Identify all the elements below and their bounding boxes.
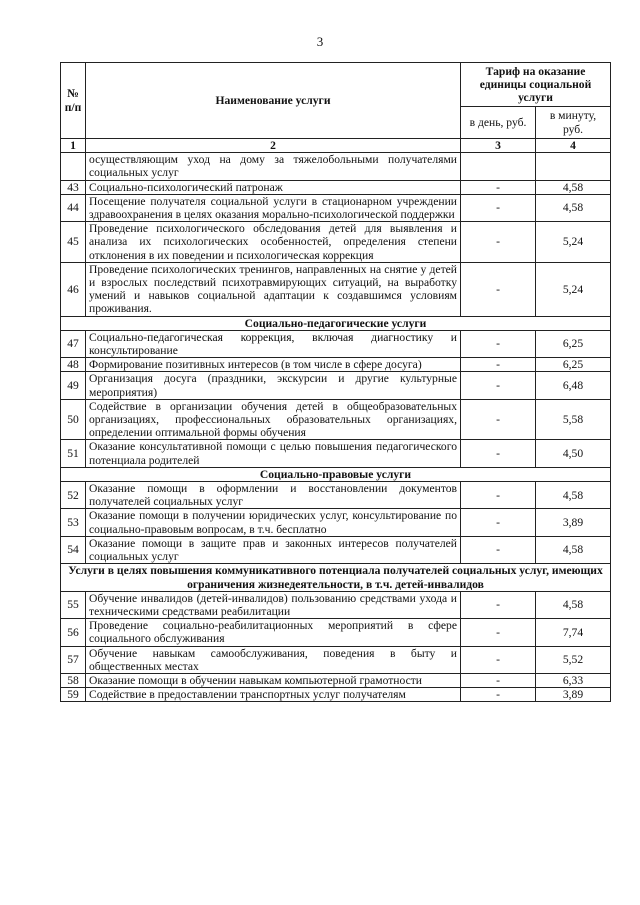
row-number: 46 [61, 262, 86, 316]
tariff-per-day [461, 153, 536, 180]
row-number: 59 [61, 688, 86, 702]
service-name: Оказание помощи в обучении навыкам компьютерной грамотности [86, 673, 461, 687]
tariff-per-minute: 4,58 [536, 194, 611, 221]
header-col4: 4 [536, 139, 611, 153]
tariff-per-minute: 4,58 [536, 482, 611, 509]
service-name: Проведение социально-реабилитационных мероприятий в сфере социального обслуживания [86, 619, 461, 646]
tariff-per-minute [536, 153, 611, 180]
table-row [61, 591, 611, 618]
header-tariff: Тариф на оказание единицы социальной услуги [461, 63, 611, 107]
tariff-per-day: - [461, 646, 536, 673]
header-col1: 1 [61, 139, 86, 153]
row-number: 56 [61, 619, 86, 646]
table-row [61, 153, 611, 180]
section-row [61, 467, 611, 481]
row-number: 55 [61, 591, 86, 618]
table-row [61, 688, 611, 702]
tariff-per-minute: 7,74 [536, 619, 611, 646]
tariff-per-minute: 4,58 [536, 536, 611, 563]
row-number: 44 [61, 194, 86, 221]
row-number: 43 [61, 180, 86, 194]
row-number: 51 [61, 440, 86, 467]
table-row [61, 330, 611, 357]
table-row [61, 509, 611, 536]
tariff-per-day: - [461, 358, 536, 372]
tariff-per-minute: 5,52 [536, 646, 611, 673]
header-per-day: в день, руб. [461, 107, 536, 139]
table-row [61, 673, 611, 687]
service-name: Организация досуга (праздники, экскурсии и другие культурные мероприятия) [86, 372, 461, 399]
table-row [61, 180, 611, 194]
row-number: 48 [61, 358, 86, 372]
table-row [61, 358, 611, 372]
header-num: № п/п [61, 63, 86, 139]
section-title: Социально-педагогические услуги [61, 316, 611, 330]
service-name: Проведение психологических тренингов, направленных на снятие у детей и взрослых последствий психотравмирующих ситуаций, на выработку умений и навыков социальной адаптации к создавшимся условиям проживания. [86, 262, 461, 316]
tariff-per-day: - [461, 688, 536, 702]
tariff-per-day: - [461, 673, 536, 687]
row-number: 47 [61, 330, 86, 357]
header-name: Наименование услуги [86, 63, 461, 139]
service-name: Обучение навыкам самообслуживания, поведения в быту и общественных местах [86, 646, 461, 673]
tariff-per-day: - [461, 509, 536, 536]
header-col3: 3 [461, 139, 536, 153]
table-row [61, 619, 611, 646]
row-number [61, 153, 86, 180]
service-name: Оказание помощи в оформлении и восстановлении документов получателей социальных услуг [86, 482, 461, 509]
table-row [61, 482, 611, 509]
row-number: 54 [61, 536, 86, 563]
service-name: Посещение получателя социальной услуги в стационарном учреждении здравоохранения в целях оказания морально-психологической поддержки [86, 194, 461, 221]
tariff-per-day: - [461, 180, 536, 194]
service-name: Оказание помощи в получении юридических услуг, консультирование по социально-правовым вопросам, в т.ч. бесплатно [86, 509, 461, 536]
service-name: Проведение психологического обследования детей для выявления и анализа их психологических особенностей, определения степени отклонения в их поведении и психологическая коррекция [86, 222, 461, 263]
tariff-per-minute: 3,89 [536, 688, 611, 702]
table-row [61, 372, 611, 399]
section-row [61, 564, 611, 591]
tariff-per-day: - [461, 372, 536, 399]
section-title: Услуги в целях повышения коммуникативного потенциала получателей социальных услуг, имеющих ограничения жизнедеятельности, в т.ч. детей-инвалидов [61, 564, 611, 591]
table-row [61, 194, 611, 221]
row-number: 57 [61, 646, 86, 673]
row-number: 52 [61, 482, 86, 509]
tariff-table [60, 62, 611, 702]
tariff-per-minute: 3,89 [536, 509, 611, 536]
section-row [61, 316, 611, 330]
header-per-minute: в минуту, руб. [536, 107, 611, 139]
page-number: 3 [316, 34, 324, 49]
header-col2: 2 [86, 139, 461, 153]
service-name: Оказание консультативной помощи с целью повышения педагогического потенциала родителей [86, 440, 461, 467]
tariff-per-minute: 6,48 [536, 372, 611, 399]
service-name: Формирование позитивных интересов (в том числе в сфере досуга) [86, 358, 461, 372]
table-row [61, 646, 611, 673]
row-number: 50 [61, 399, 86, 440]
table-row [61, 440, 611, 467]
service-name: Оказание помощи в защите прав и законных интересов получателей социальных услуг [86, 536, 461, 563]
tariff-per-minute: 4,58 [536, 180, 611, 194]
tariff-per-minute: 4,58 [536, 591, 611, 618]
tariff-per-day: - [461, 619, 536, 646]
table-body [61, 153, 611, 702]
tariff-per-day: - [461, 399, 536, 440]
row-number: 58 [61, 673, 86, 687]
tariff-per-minute: 4,50 [536, 440, 611, 467]
tariff-per-day: - [461, 194, 536, 221]
tariff-per-minute: 5,58 [536, 399, 611, 440]
tariff-per-minute: 5,24 [536, 222, 611, 263]
service-name: Обучение инвалидов (детей-инвалидов) пользованию средствами ухода и техническими средствами реабилитации [86, 591, 461, 618]
tariff-per-minute: 6,25 [536, 358, 611, 372]
tariff-per-day: - [461, 482, 536, 509]
section-title: Социально-правовые услуги [61, 467, 611, 481]
tariff-per-minute: 5,24 [536, 262, 611, 316]
service-name: Содействие в организации обучения детей в общеобразовательных организациях, профессиональных образовательных организациях, определении оптимальной формы обучения [86, 399, 461, 440]
service-name: Социально-психологический патронаж [86, 180, 461, 194]
table-row [61, 536, 611, 563]
table-row [61, 222, 611, 263]
tariff-per-day: - [461, 591, 536, 618]
row-number: 45 [61, 222, 86, 263]
table-row [61, 262, 611, 316]
service-name: Социально-педагогическая коррекция, включая диагностику и консультирование [86, 330, 461, 357]
row-number: 53 [61, 509, 86, 536]
tariff-per-minute: 6,33 [536, 673, 611, 687]
tariff-per-day: - [461, 536, 536, 563]
tariff-per-day: - [461, 330, 536, 357]
service-name: Содействие в предоставлении транспортных услуг получателям [86, 688, 461, 702]
tariff-per-day: - [461, 440, 536, 467]
table-row [61, 399, 611, 440]
tariff-per-minute: 6,25 [536, 330, 611, 357]
row-number: 49 [61, 372, 86, 399]
tariff-per-day: - [461, 222, 536, 263]
tariff-per-day: - [461, 262, 536, 316]
service-name: осуществляющим уход на дому за тяжелобольными получателями социальных услуг [86, 153, 461, 180]
